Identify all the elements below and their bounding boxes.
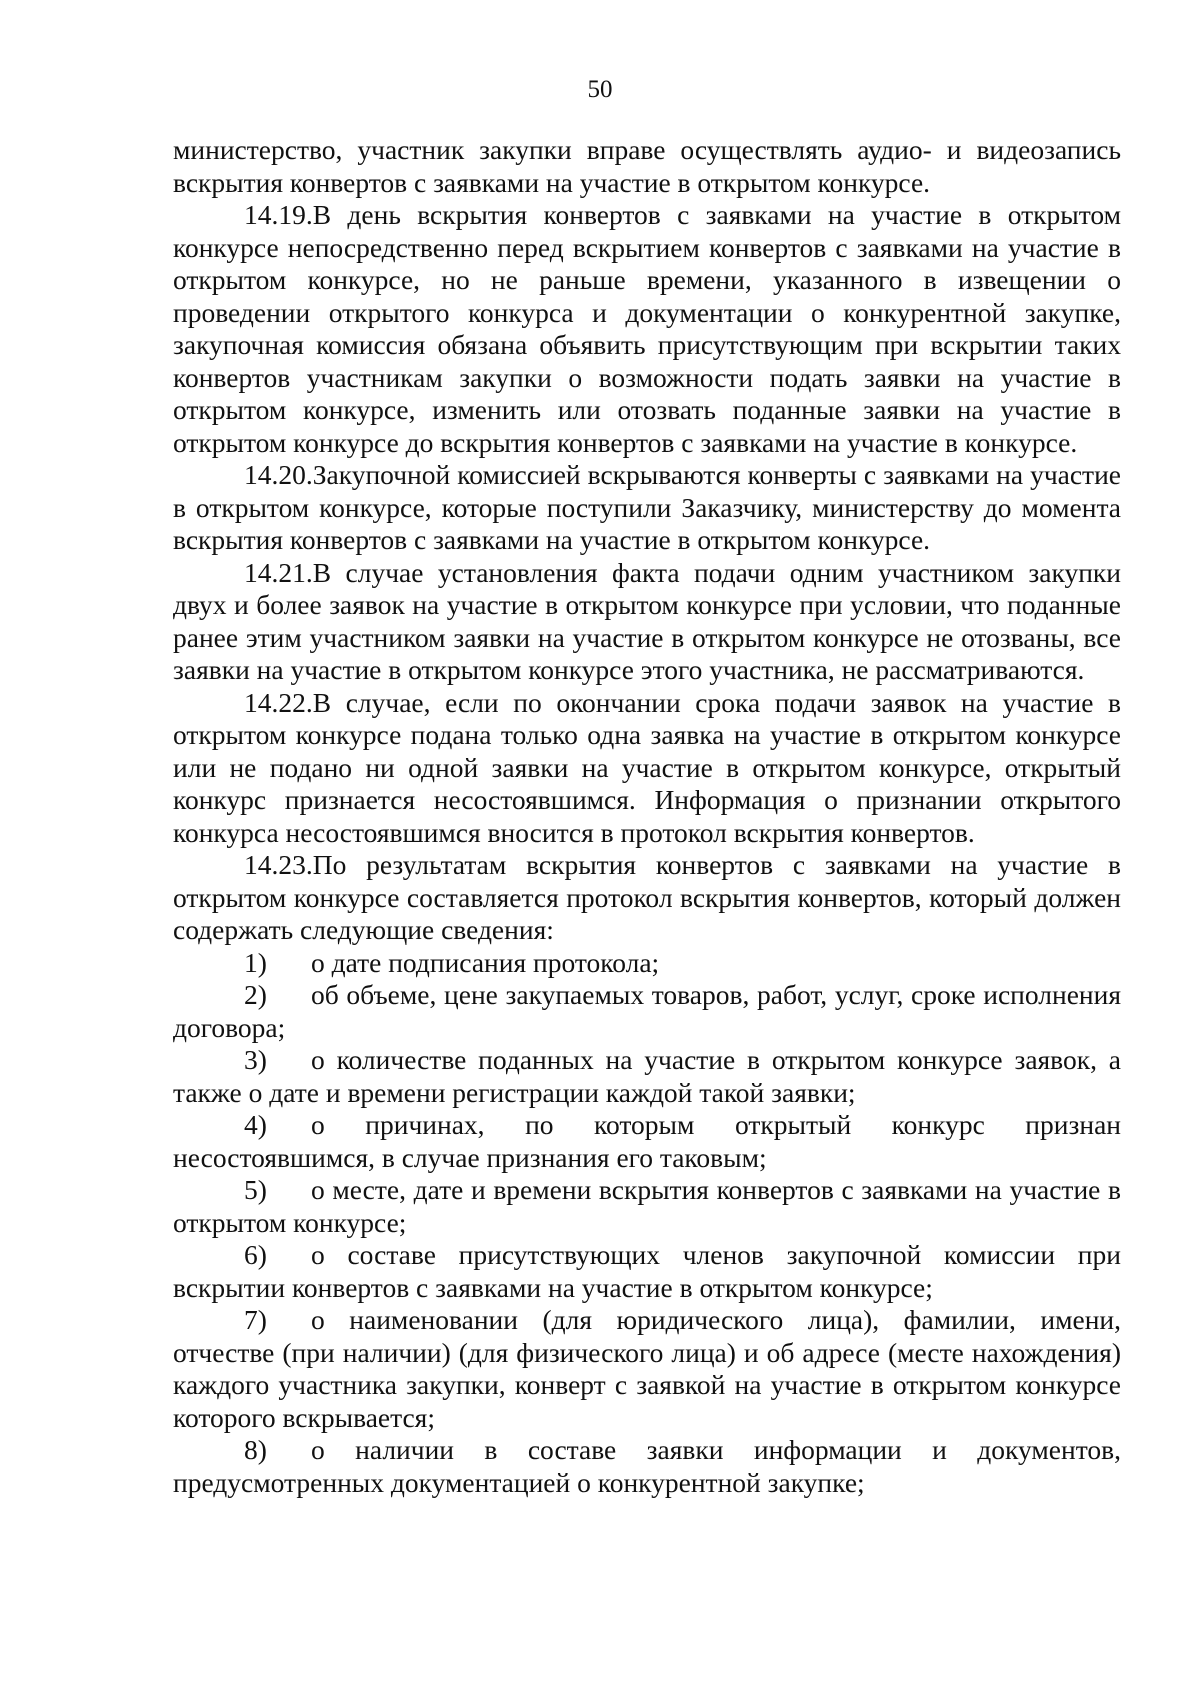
list-item	[173, 1434, 1121, 1499]
list-item	[173, 1239, 1121, 1304]
list-item-text: о составе присутствующих членов закупочной комиссии при вскрытии конвертов с заявками на участие в открытом конкурсе;	[173, 1239, 1121, 1303]
paragraph-14-22: 14.22.В случае, если по окончании срока подачи заявок на участие в открытом конкурсе подана только одна заявка на участие в открытом конкурсе или не подано ни одной заявки на участие в открытом конкурсе, открытый конкурс признается несостоявшимся. Информация о признании открытого конкурса несостоявшимся вносится в протокол вскрытия конвертов.	[173, 686, 1121, 848]
list-item-text: о месте, дате и времени вскрытия конвертов с заявками на участие в открытом конкурсе;	[173, 1174, 1121, 1238]
list-item-number: 5)	[244, 1174, 267, 1205]
paragraph-continuation: министерство, участник закупки вправе осуществлять аудио- и видеозапись вскрытия конвертов с заявками на участие в открытом конкурсе.	[173, 134, 1121, 198]
list-item	[173, 1304, 1121, 1434]
list-item-text: о причинах, по которым открытый конкурс признан несостоявшимся, в случае признания его таковым;	[173, 1109, 1121, 1173]
list-item-number: 7)	[244, 1304, 267, 1335]
list-item-number: 2)	[244, 979, 267, 1010]
list-item-text: о наименовании (для юридического лица), фамилии, имени, отчестве (при наличии) (для физического лица) и об адресе (месте нахождения) каждого участника закупки, конверт с заявкой на участие в открытом конкурсе которого вскрывается;	[173, 1304, 1121, 1433]
list-item	[173, 1174, 1121, 1239]
list-item	[173, 1109, 1121, 1174]
paragraph-14-20: 14.20.Закупочной комиссией вскрываются конверты с заявками на участие в открытом конкурсе, которые поступили Заказчику, министерству до момента вскрытия конвертов с заявками на участие в открытом конкурсе.	[173, 459, 1121, 555]
paragraph-14-19: 14.19.В день вскрытия конвертов с заявками на участие в открытом конкурсе непосредственно перед вскрытием конвертов с заявками на участие в открытом конкурсе, но не раньше времени, указанного в извещении о проведении открытого конкурса и документации о конкурентной закупке, закупочная комиссия обязана объявить присутствующим при вскрытии таких конвертов участникам закупки о возможности подать заявки на участие в открытом конкурсе, изменить или отозвать поданные заявки на участие в открытом конкурсе до вскрытия конвертов с заявками на участие в конкурсе.	[173, 199, 1121, 458]
list-item-number: 8)	[244, 1434, 267, 1465]
page-number: 50	[587, 76, 613, 103]
list-item	[173, 947, 1121, 980]
list-item-number: 6)	[244, 1239, 267, 1270]
list-item	[173, 979, 1121, 1044]
paragraph-14-23: 14.23.По результатам вскрытия конвертов с заявками на участие в открытом конкурсе составляется протокол вскрытия конвертов, который должен содержать следующие сведения:	[173, 849, 1121, 945]
list-item-text: о дате подписания протокола;	[311, 946, 660, 978]
list-item-text: об объеме, цене закупаемых товаров, работ, услуг, сроке исполнения договора;	[173, 979, 1121, 1043]
list-item-text: о количестве поданных на участие в открытом конкурсе заявок, а также о дате и времени регистрации каждой такой заявки;	[173, 1044, 1121, 1108]
list-item-number: 3)	[244, 1044, 267, 1075]
document-body	[173, 134, 1121, 1499]
paragraph-14-21: 14.21.В случае установления факта подачи одним участником закупки двух и более заявок на участие в открытом конкурсе при условии, что поданные ранее этим участником заявки на участие в открытом конкурсе не отозваны, все заявки на участие в открытом конкурсе этого участника, не рассматриваются.	[173, 556, 1121, 685]
list-item	[173, 1044, 1121, 1109]
list-item-text: о наличии в составе заявки информации и документов, предусмотренных документацией о конкурентной закупке;	[173, 1434, 1121, 1498]
list-item-number: 4)	[244, 1109, 267, 1140]
list-item-number: 1)	[244, 946, 267, 978]
